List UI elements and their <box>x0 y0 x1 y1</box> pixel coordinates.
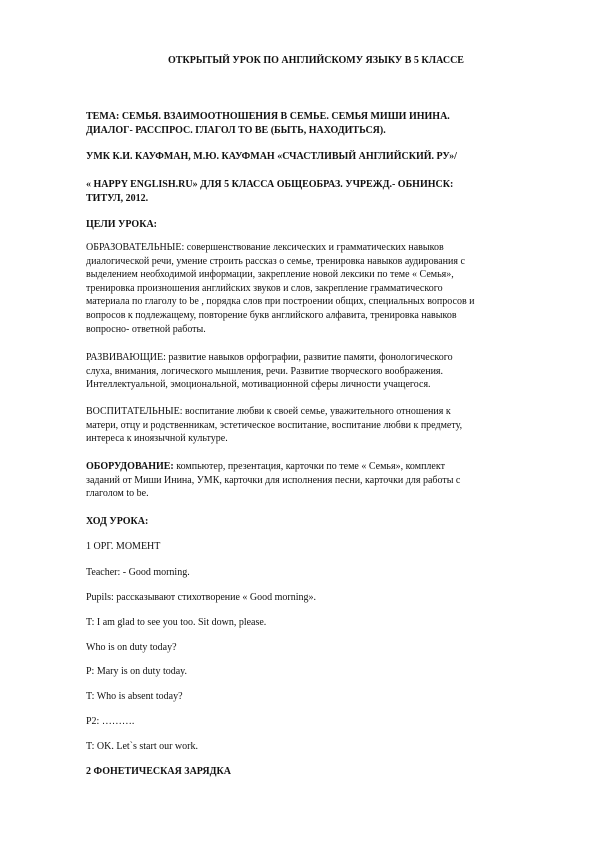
dialogue-line: Who is on duty today? <box>86 642 177 653</box>
equipment-label: ОБОРУДОВАНИЕ: <box>86 461 174 472</box>
topic-line: ТЕМА: СЕМЬЯ. ВЗАИМООТНОШЕНИЯ В СЕМЬЕ. СЕМЬЯ МИШИ ИНИНА. <box>86 111 450 122</box>
upbringing-label: ВОСПИТАТЕЛЬНЫЕ: <box>86 406 183 417</box>
paragraph-line: матери, отцу и родственникам, эстетическое воспитание, воспитание любви к предмету, <box>86 419 463 431</box>
dialogue-line: Teacher: - Good morning. <box>86 567 190 578</box>
educational-label: ОБРАЗОВАТЕЛЬНЫЕ: <box>86 242 185 253</box>
lesson-heading: ХОД УРОКА: <box>86 516 149 527</box>
textbook-reference <box>86 178 546 205</box>
dialogue-line: Pupils: рассказывают стихотворение « Good morning». <box>86 592 317 603</box>
dialogue-line: T: OK. Let`s start our work. <box>86 741 198 752</box>
paragraph-line: слуха, внимания, логического мышления, речи. Развитие творческого воображения. <box>86 365 444 377</box>
umk-line: УМК К.И. КАУФМАН, М.Ю. КАУФМАН «СЧАСТЛИВЫЙ АНГЛИЙСКИЙ. РУ»/ <box>86 151 457 162</box>
developing-label: РАЗВИВАЮЩИЕ: <box>86 352 166 363</box>
topic-line: ДИАЛОГ- РАССПРОС. ГЛАГОЛ TO BE (БЫТЬ, НАХОДИТЬСЯ). <box>86 124 386 136</box>
developing-goals <box>86 351 546 392</box>
dialogue-line: P: Mary is on duty today. <box>86 666 188 677</box>
paragraph-line: выделением необходимой информации, закрепление новой лексики по теме « Семья», <box>86 269 454 281</box>
paragraph-line: тренировка произношения английских звуков и слов, закрепление грамматического <box>86 282 443 294</box>
paragraph-line: заданий от Миши Инина, УМК, карточки для исполнения песни, карточки для работы с <box>86 474 461 486</box>
paragraph-line: интереса к иноязычной культуре. <box>86 433 228 445</box>
goals-heading: ЦЕЛИ УРОКА: <box>86 219 158 230</box>
paragraph-line: вопросов к подлежащему, повторение букв английского алфавита, тренировка навыков <box>86 309 457 321</box>
paragraph-line: развитие навыков орфографии, развитие памяти, фонологического <box>165 352 453 363</box>
section-phonetic-warmup: 2 ФОНЕТИЧЕСКАЯ ЗАРЯДКА <box>86 766 231 777</box>
section-org-moment: 1 ОРГ. МОМЕНТ <box>86 541 161 552</box>
reference-line: ТИТУЛ, 2012. <box>86 192 149 204</box>
paragraph-line: совершенствование лексических и грамматических навыков <box>184 242 444 253</box>
paragraph-line: компьютер, презентация, карточки по теме « Семья», комплект <box>173 461 445 472</box>
dialogue-line: T: I am glad to see you too. Sit down, please. <box>86 617 267 628</box>
paragraph-line: вопросно- ответной работы. <box>86 323 206 335</box>
paragraph-line: воспитание любви к своей семье, уважительного отношения к <box>182 406 451 417</box>
lesson-topic <box>86 110 546 137</box>
reference-line: « HAPPY ENGLISH.RU» ДЛЯ 5 КЛАССА ОБЩЕОБРАЗ. УЧРЕЖД.- ОБНИНСК: <box>86 179 454 190</box>
equipment <box>86 460 546 501</box>
upbringing-goals <box>86 405 546 446</box>
paragraph-line: глаголом to be. <box>86 488 149 500</box>
paragraph-line: диалогической речи, умение строить рассказ о семье, тренировка навыков аудирования с <box>86 255 465 267</box>
paragraph-line: Интеллектуальной, эмоциональной, мотивационной сферы личности учащегося. <box>86 379 431 391</box>
dialogue-line: P2: ………. <box>86 716 135 727</box>
paragraph-line: материала по глаголу to be , порядка слов при построении общих, специальных вопросов и <box>86 296 475 308</box>
dialogue-line: T: Who is absent today? <box>86 691 183 702</box>
document-title: ОТКРЫТЫЙ УРОК ПО АНГЛИЙСКОМУ ЯЗЫКУ В 5 КЛАССЕ <box>168 55 464 66</box>
educational-goals <box>86 241 546 336</box>
